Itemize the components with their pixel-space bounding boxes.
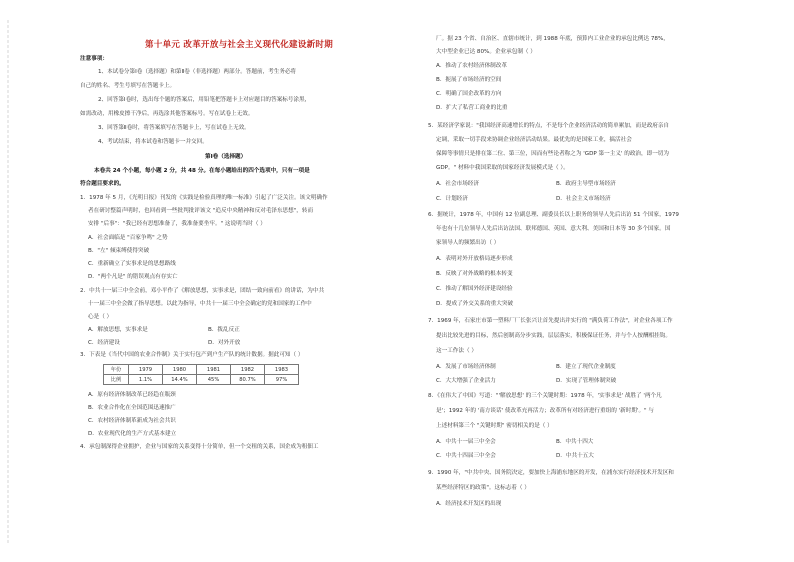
- q1-option-b[interactable]: B．"左" 倾束缚使得突破: [88, 248, 150, 254]
- q6-stem: 6．据统计，1978 年，中国有 12 位副总理、副委员长以上职务的领导人先后出访 51 个国家，1979: [428, 212, 679, 218]
- table-cell: 1982: [231, 365, 265, 375]
- q6-option-d[interactable]: D．提成了外交关系的重大突破: [436, 301, 514, 307]
- q2-stem: 十一届三中全会做了指导思想。以此为指导，中共十一届三中全会确定的党和国家的工作中: [88, 301, 312, 307]
- q5-stem: 保障等事情只是排在第二位、第三位，因而有些论者称之为 'GDP 第一主义' 的政治，即一切为: [436, 151, 669, 157]
- table-cell: 1981: [197, 365, 231, 375]
- page-title: 第十单元 改革开放与社会主义现代化建设新时期: [144, 40, 334, 50]
- table-cell: 1980: [163, 365, 197, 375]
- q1-option-a[interactable]: A．社会面临是 "百家争鸣" 之势: [88, 235, 168, 241]
- q8-stem: 是'；1992 年的 '南方谈话' 使改革充再活力；改革所有对经济进行重组的 '新时期'。" 与: [436, 408, 654, 414]
- q7-stem: 提出比较先进的目标，然后创制高分步实践，层层落实，积极保证任务，并与个人按酬相挂钩。: [436, 333, 671, 339]
- q3-option-b[interactable]: B．农业合作化在全国范围迅速推广: [88, 405, 176, 411]
- q3-table: [103, 364, 299, 385]
- q5-stem: 定调，采取一切手段来协调企业经济活动结果。最优先的是国家工业，搞活社会: [436, 137, 632, 143]
- q2-option-b[interactable]: B．拨乱反正: [208, 327, 240, 333]
- q9-stem: 9．1990 年，"中共中央、国务院决定，要加快上海浦东地区的开发，在浦东实行经济技术开发区和: [428, 470, 674, 476]
- table-cell: 80.7%: [231, 375, 265, 385]
- q3-stem: 3．下表是《当代中国的农业合作制》关于实行包产到户生产队的统计数据。据此可知（ ）: [80, 352, 304, 358]
- q1-stem: 者在研讨整篇声明时，也回看到一些批判批评该文 "追反中央精神和反对毛泽东思想"，转而: [88, 208, 314, 214]
- q2-option-c[interactable]: C．经济建设: [88, 340, 120, 346]
- table-cell: 45%: [197, 375, 231, 385]
- q7-stem: 这一工作法（ ）: [436, 348, 477, 354]
- notes-heading: 注意事项：: [80, 56, 108, 62]
- q6-option-b[interactable]: B．反映了对外战略的根本转变: [436, 271, 513, 277]
- table-row-label: 年份: [104, 365, 129, 375]
- q7-stem: 7．1969 年，石家庄市第一塑料厂厂长张兴让首先提出并实行的 "满负荷工作法"，对企业各项工作: [428, 318, 673, 324]
- q7-option-c[interactable]: C．大大增强了企业活力: [436, 378, 496, 384]
- q4-option-b[interactable]: B．扼展了市场经济的空间: [436, 77, 502, 83]
- q6-stem: 年也有十几位领导人先后出访法国、联邦德国、英国、意大利、美国和日本等 30 多个国家。国: [436, 226, 671, 232]
- q5-option-c[interactable]: C．计划经济: [436, 196, 468, 202]
- q6-stem: 家领导人的频繁出访（ ）: [436, 240, 500, 246]
- note-line: 4、考试结束，将本试卷和答题卡一并交回。: [98, 139, 208, 145]
- section-intro: 本卷共 24 个小题，每小题 2 分，共 48 分。在每小题给出的四个选项中，只有一项是: [94, 168, 310, 174]
- q7-option-b[interactable]: B．建立了现代企业制度: [556, 364, 616, 370]
- q1-stem: 1．1978 年 5 月，《光明日报》刊发的《实践是检验真理的唯一标准》引起了广泛关注。该文明确作: [80, 195, 328, 201]
- q6-option-c[interactable]: C．推动了解国外经济建设经验: [436, 286, 513, 292]
- table-cell: 1983: [265, 365, 299, 375]
- q8-stem: 上述材料第三个 "关键时期" 密切相关的是（ ）: [436, 423, 553, 429]
- note-line: 3、回答第Ⅱ卷时，将答案填写在答题卡上，写在试卷上无效。: [98, 125, 250, 131]
- q5-stem: 5．某经济学家说："我国经济高速增长的特点，不是每个企业经济活动的简单累加，而是政府亲自: [428, 123, 670, 129]
- q4-option-d[interactable]: D．扩大了私营工商业的比重: [436, 105, 508, 111]
- q2-stem: 2．中共十一届三中全会前，邓小平作了《解放思想，实事求是，团结一致向前看》的讲话，为中共: [80, 288, 325, 294]
- q3-option-d[interactable]: D．农业现代化的生产方式基本建立: [88, 431, 177, 437]
- q4-stem: 4．承包制深得企业拥护，企业与国家的关系变得十分简单，但一个交租的关系，国企成为租佃工: [80, 444, 319, 450]
- q9-stem: 某些经济特区的政策"。这标志着（ ）: [436, 485, 530, 491]
- q2-option-d[interactable]: D．对外开放: [208, 340, 241, 346]
- q8-option-c[interactable]: C．中共十四届三中全会: [436, 453, 496, 459]
- q3-option-c[interactable]: C．农村经济体制革新成为社会共识: [88, 418, 176, 424]
- q7-option-d[interactable]: D．实现了管理体制突破: [556, 378, 617, 384]
- q4-stem: 大中型企业已达 80%。企业承包制（ ）: [436, 49, 536, 55]
- q4-stem: 厂。据 23 个省、自治区、直辖市统计，到 1988 年底，预算内工业企业的承包比例达 78%，: [436, 36, 669, 42]
- note-line: 2、回答第Ⅰ卷时，选出每个题的答案后，用铅笔把答题卡上对应题目的答案标号涂黑，: [98, 97, 311, 103]
- q5-option-a[interactable]: A．社会市场经济: [436, 181, 479, 187]
- binding-line: [0, 0, 16, 562]
- q4-option-c[interactable]: C．明确了国企改革的方向: [436, 91, 502, 97]
- table-cell: 14.4%: [163, 375, 197, 385]
- table-cell: 1.1%: [129, 375, 163, 385]
- q4-option-a[interactable]: A．推动了农村经济体制改革: [436, 63, 507, 69]
- q1-option-d[interactable]: D．"两个凡是" 的错误观点有存实亡: [88, 274, 178, 280]
- q7-option-a[interactable]: A．发展了市场经济体制: [436, 364, 496, 370]
- q8-option-d[interactable]: D．中共十五大: [556, 453, 594, 459]
- note-line: 自己的姓名、考生号填写在答题卡上。: [80, 83, 176, 89]
- section-heading: 第Ⅰ卷（选择题）: [205, 154, 247, 160]
- q6-option-a[interactable]: A．表明对外开放格局逐步形成: [436, 256, 513, 262]
- q8-stem: 8．《在伟大了中国》写道："'解放思想' 的三个关键时期：1978 年，'实事求是' 战胜了 '两个凡: [428, 393, 662, 399]
- q2-option-a[interactable]: A．解放思想，实事求是: [88, 327, 148, 333]
- table-cell: 97%: [265, 375, 299, 385]
- q2-stem: 心是（ ）: [88, 314, 113, 320]
- q5-option-d[interactable]: D．社会主义市场经济: [556, 196, 611, 202]
- section-intro: 符合题目要求的。: [80, 181, 125, 187]
- q5-option-b[interactable]: B．政府主导型市场经济: [556, 181, 616, 187]
- note-line: 1、本试卷分第Ⅰ卷（选择题）和第Ⅱ卷（非选择题）两部分。答题前，考生务必将: [98, 69, 297, 75]
- q3-option-a[interactable]: A．原有经济体制改革已经趋在瓶颈: [88, 392, 176, 398]
- q8-option-b[interactable]: B．中共十四大: [556, 439, 594, 445]
- note-line: 如需改动，用橡皮擦干净后，再选涂其他答案标号。写在试卷上无效。: [80, 111, 254, 117]
- table-cell: 1979: [129, 365, 163, 375]
- q5-stem: GDP。" 材料中我国采取的国家经济发展模式是（ ）。: [436, 165, 569, 171]
- table-row-label: 比例: [104, 375, 129, 385]
- q8-option-a[interactable]: A．中共十一届三中全会: [436, 439, 496, 445]
- q1-option-c[interactable]: C．重新确立了实事求是的思想路线: [88, 261, 176, 267]
- q9-option-a[interactable]: A．经济技术开发区的出现: [436, 501, 502, 507]
- q1-stem: 安排 "后事"："我已经有思想准备了，我准备要坐牢。" 这说明当时（ ）: [88, 221, 266, 227]
